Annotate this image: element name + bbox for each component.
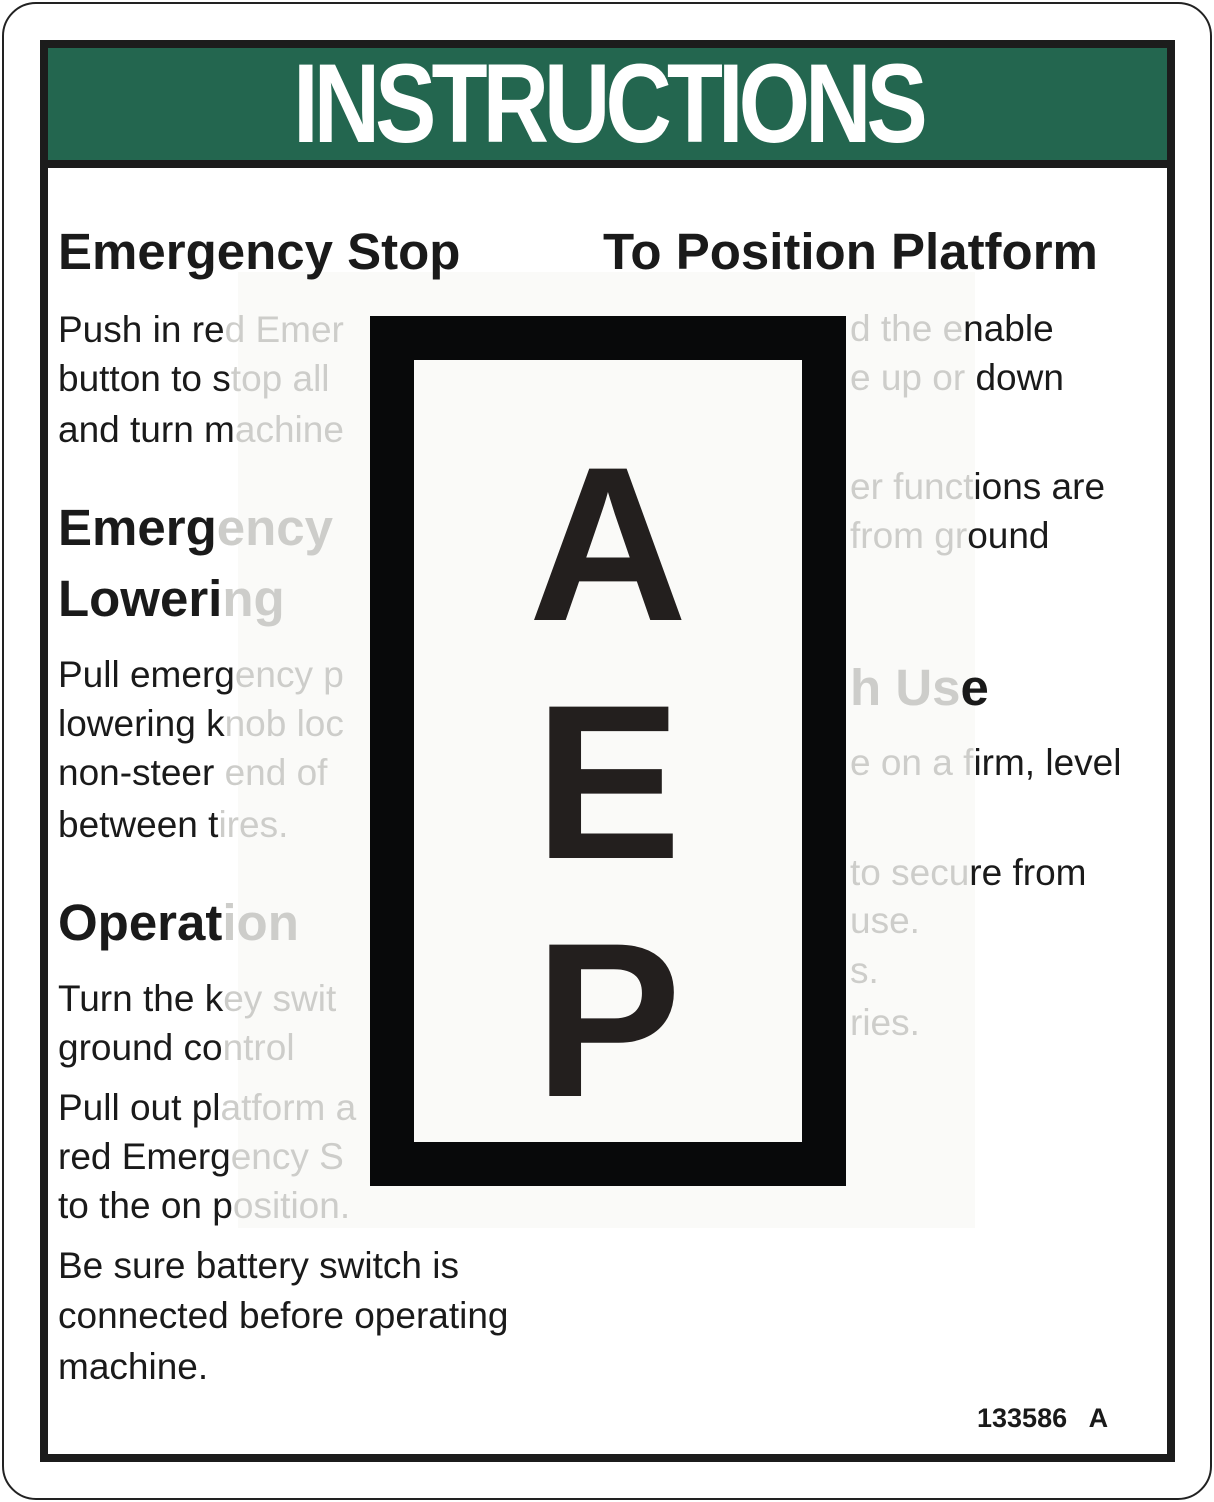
text-line: Turn the key swit <box>58 978 337 1019</box>
text-line: e up or down <box>850 357 1064 398</box>
text-line: ground control <box>58 1027 295 1068</box>
text-line: button to stop all <box>58 358 330 399</box>
part-number: 133586 <box>977 1403 1068 1433</box>
aep-label-box <box>370 316 846 1186</box>
text-line: machine. <box>58 1346 209 1387</box>
text-line: Be sure battery switch is <box>58 1245 459 1286</box>
text-line: Pull emergency p <box>58 654 344 695</box>
heading-emergency-lowering-2: Lowering <box>58 570 285 627</box>
text-line: non-steer end of <box>58 752 328 793</box>
text-line: er functions are <box>850 466 1106 507</box>
heading-operation: Operation <box>58 894 299 951</box>
revision: A <box>1088 1403 1109 1433</box>
text-line: lowering knob loc <box>58 703 344 744</box>
header-title: INSTRUCTIONS <box>292 41 923 166</box>
heading-after-use: h Use <box>850 659 989 716</box>
text-line: s. <box>850 950 879 991</box>
text-line: to secure from <box>850 852 1087 893</box>
text-line: use. <box>850 900 920 941</box>
text-line: from ground <box>850 515 1050 556</box>
text-line: Pull out platform a <box>58 1087 357 1128</box>
text-line: d the enable <box>850 308 1054 349</box>
text-line: between tires. <box>58 804 289 845</box>
heading-emergency-lowering-1: Emergency <box>58 499 333 556</box>
text-line: ries. <box>850 1002 920 1043</box>
text-line: Push in red Emer <box>58 309 344 350</box>
heading-to-position-platform: To Position Platform <box>603 223 1098 280</box>
letter-a: A <box>528 421 688 667</box>
text-line: red Emergency S <box>58 1136 344 1177</box>
heading-emergency-stop: Emergency Stop <box>58 223 461 280</box>
letter-p: P <box>534 897 682 1143</box>
header-banner <box>48 41 1167 168</box>
text-line: connected before operating <box>58 1295 509 1336</box>
part-number-footer <box>977 1403 1108 1434</box>
letter-e: E <box>534 659 682 905</box>
text-line: e on a firm, level <box>850 742 1122 783</box>
text-line: and turn machine <box>58 409 344 450</box>
text-line: to the on position. <box>58 1185 351 1226</box>
